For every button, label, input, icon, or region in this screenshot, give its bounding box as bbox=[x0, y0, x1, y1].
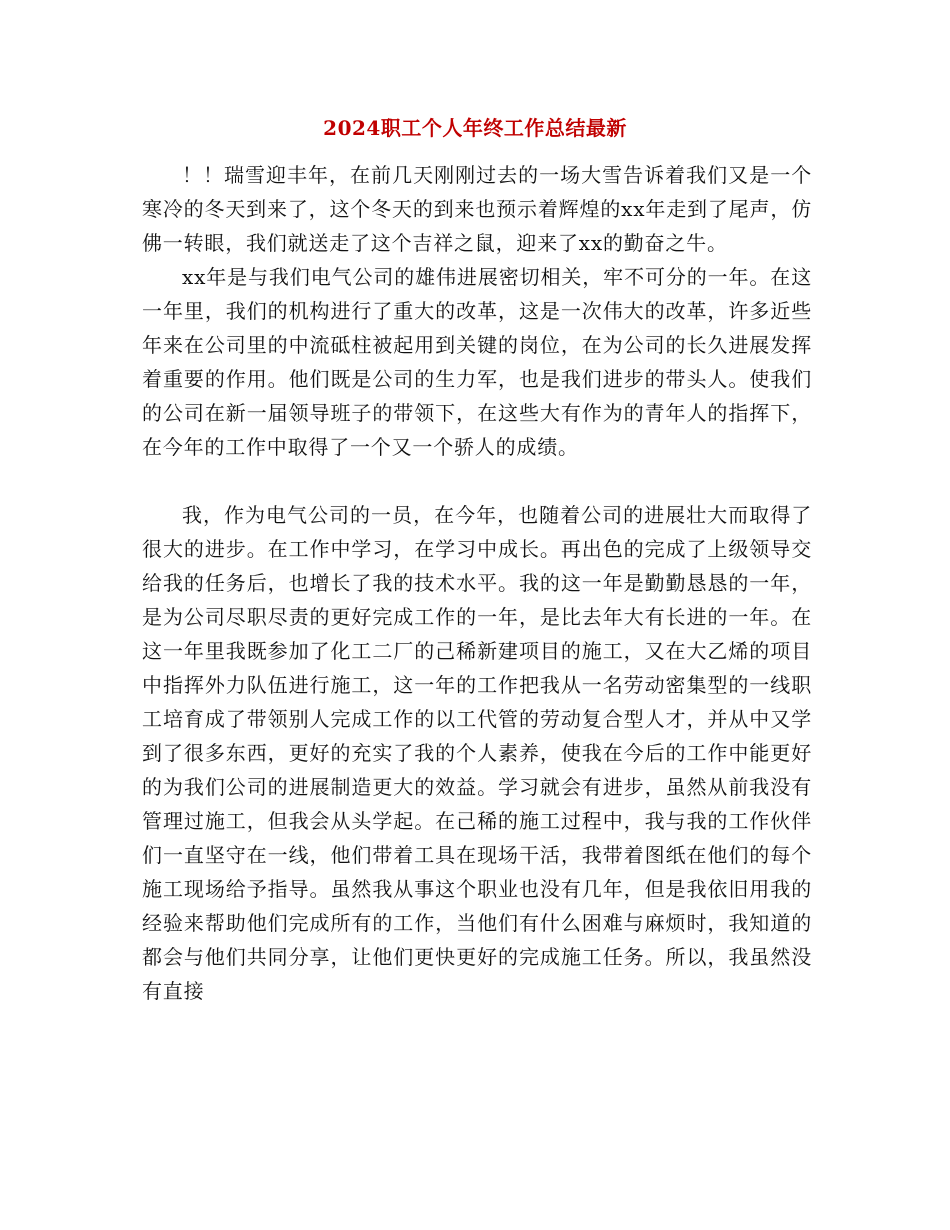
paragraph-intro: ！！瑞雪迎丰年，在前几天刚刚过去的一场大雪告诉着我们又是一个寒冷的冬天到来了，这个冬天的到来也预示着辉煌的xx年走到了尾声，仿佛一转眼，我们就送走了这个吉祥之鼠，迎来了xx的勤奋之牛。 bbox=[142, 163, 812, 255]
paragraph-spacer bbox=[142, 464, 812, 498]
paragraph-personal-growth: 我，作为电气公司的一员，在今年，也随着公司的进展壮大而取得了很大的进步。在工作中学习，在学习中成长。再出色的完成了上级领导交给我的任务后，也增长了我的技术水平。我的这一年是勤勤恳恳的一年，是为公司尽职尽责的更好完成工作的一年，是比去年大有长进的一年。在这一年里我既参加了化工二厂的己稀新建项目的施工，又在大乙烯的项目中指挥外力队伍进行施工，这一年的工作把我从一名劳动密集型的一线职工培育成了带领别人完成工作的以工代管的劳动复合型人才，并从中又学到了很多东西，更好的充实了我的个人素养，使我在今后的工作中能更好的为我们公司的进展制造更大的效益。学习就会有进步，虽然从前我没有管理过施工，但我会从头学起。在己稀的施工过程中，我与我的工作伙伴们一直坚守在一线，他们带着工具在现场干活，我带着图纸在他们的每个施工现场给予指导。虽然我从事这个职业也没有几年，但是我依旧用我的经验来帮助他们完成所有的工作，当他们有什么困难与麻烦时，我知道的都会与他们共同分享，让他们更快更好的完成施工任务。所以，我虽然没有直接 bbox=[142, 503, 812, 1003]
document-title: 2024职工个人年终工作总结最新 bbox=[323, 116, 627, 140]
document-body bbox=[142, 158, 812, 1008]
paragraph-company-year: xx年是与我们电气公司的雄伟进展密切相关，牢不可分的一年。在这一年里，我们的机构进行了重大的改革，这是一次伟大的改革，许多近些年来在公司里的中流砥柱被起用到关键的岗位，在为公司的长久进展发挥着重要的作用。他们既是公司的生力军，也是我们进步的带头人。使我们的公司在新一届领导班子的带领下，在这些大有作为的青年人的指挥下，在今年的工作中取得了一个又一个骄人的成绩。 bbox=[142, 265, 812, 459]
